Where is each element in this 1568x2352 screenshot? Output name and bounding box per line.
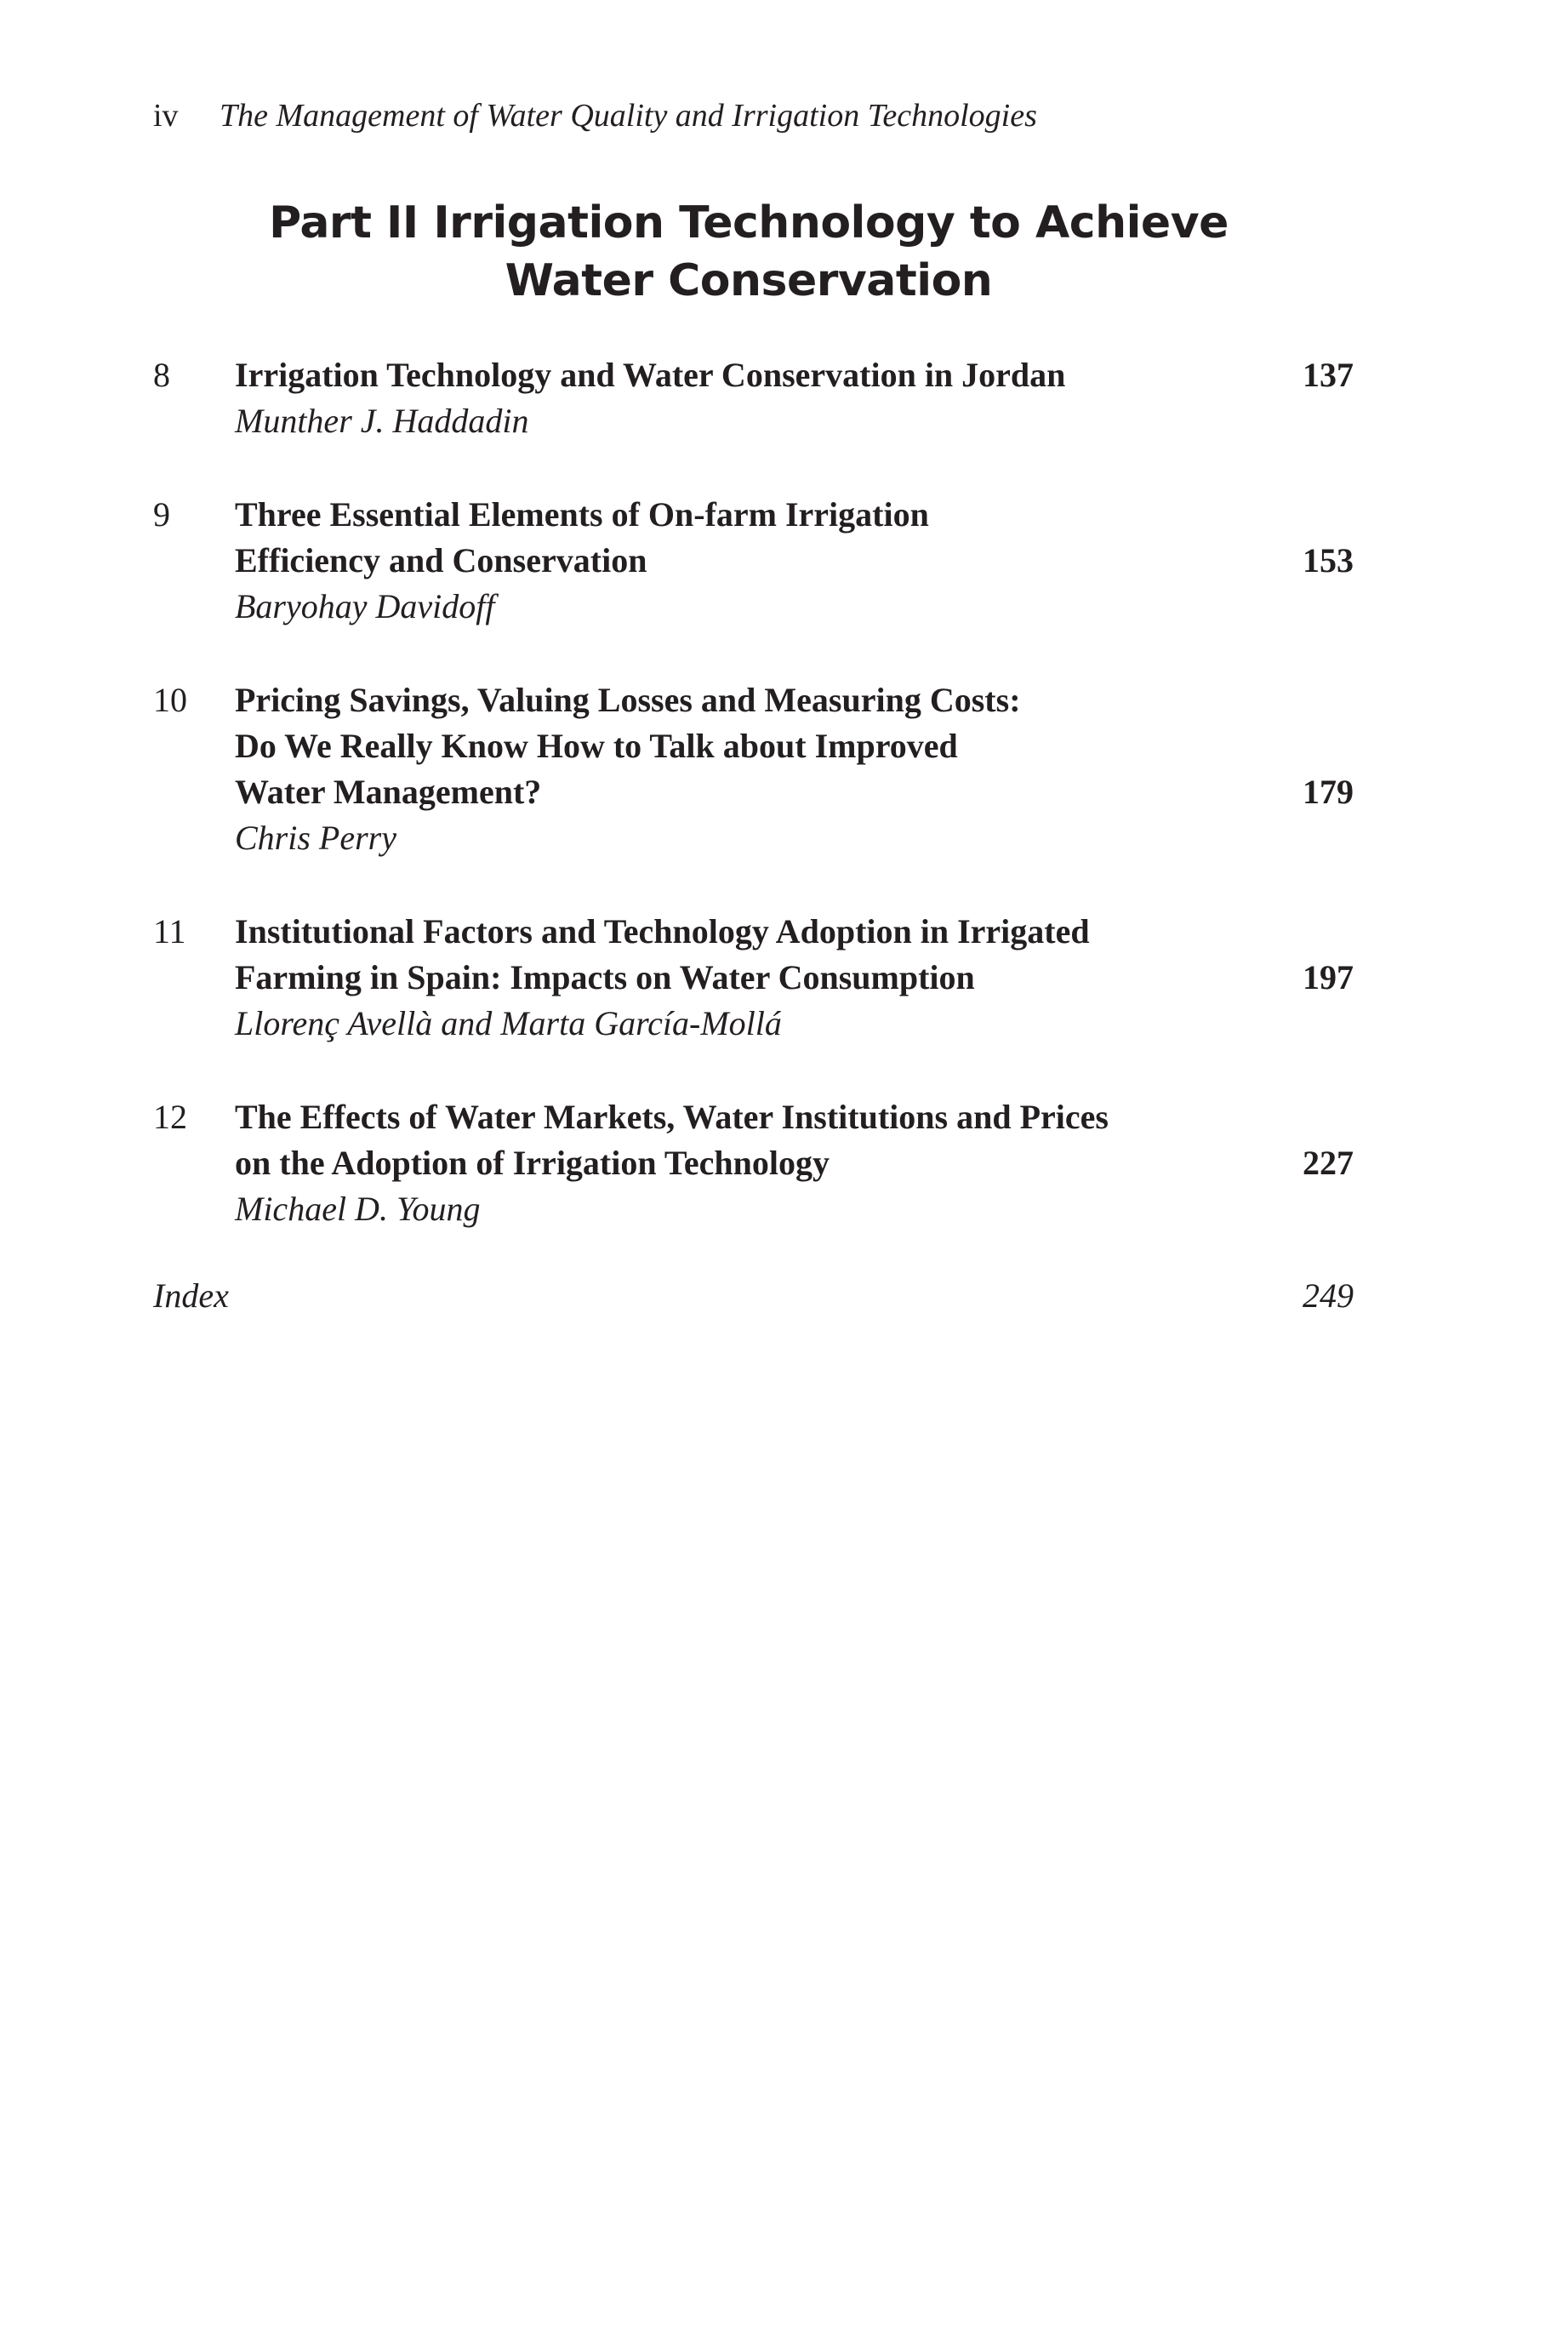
chapter-page-number: 137 (1303, 356, 1354, 394)
chapter-title-line: on the Adoption of Irrigation Technology (235, 1144, 830, 1182)
chapter-title-line: Three Essential Elements of On-farm Irrigation (235, 495, 929, 534)
part-heading-line-2: Water Conservation (505, 255, 993, 306)
part-heading (153, 194, 1344, 310)
chapter-title-line: Efficiency and Conservation (235, 541, 647, 579)
chapter-title-line: Water Management? (235, 773, 542, 811)
part-heading-line-1: Part II Irrigation Technology to Achieve (269, 197, 1229, 248)
chapter-page-number: 153 (1303, 541, 1354, 579)
chapter-title-line: The Effects of Water Markets, Water Institutions and Prices (235, 1098, 1109, 1136)
chapter-title-line: Institutional Factors and Technology Adoption in Irrigated (235, 912, 1090, 951)
entry-body (235, 1094, 1222, 1232)
chapter-author: Munther J. Haddadin (235, 402, 529, 440)
chapter-title-line: Do We Really Know How to Talk about Improved (235, 727, 958, 765)
entry-body (235, 352, 1222, 444)
index-page-number: 249 (1303, 1276, 1354, 1315)
chapter-title-line: Pricing Savings, Valuing Losses and Measuring Costs: (235, 681, 1021, 719)
chapter-number: 10 (153, 681, 187, 719)
entry-body (235, 492, 1222, 630)
running-head (153, 95, 1037, 136)
chapter-author: Chris Perry (235, 819, 396, 857)
chapter-author: Llorenç Avellà and Marta García-Mollá (235, 1004, 782, 1042)
chapter-number: 9 (153, 495, 170, 534)
chapter-page-number: 179 (1303, 773, 1354, 811)
running-head-title: The Management of Water Quality and Irrigation Technologies (220, 98, 1037, 134)
chapter-page-number: 197 (1303, 958, 1354, 996)
entry-body (235, 909, 1222, 1047)
chapter-author: Baryohay Davidoff (235, 587, 495, 625)
entry-body (235, 677, 1222, 861)
page-folio: iv (153, 98, 179, 134)
chapter-number: 12 (153, 1098, 187, 1136)
chapter-title-line: Farming in Spain: Impacts on Water Consumption (235, 958, 975, 996)
chapter-title-line: Irrigation Technology and Water Conservation in Jordan (235, 356, 1066, 394)
chapter-number: 11 (153, 912, 186, 951)
chapter-page-number: 227 (1303, 1144, 1354, 1182)
chapter-number: 8 (153, 356, 170, 394)
chapter-author: Michael D. Young (235, 1190, 481, 1228)
index-label: Index (153, 1276, 229, 1315)
